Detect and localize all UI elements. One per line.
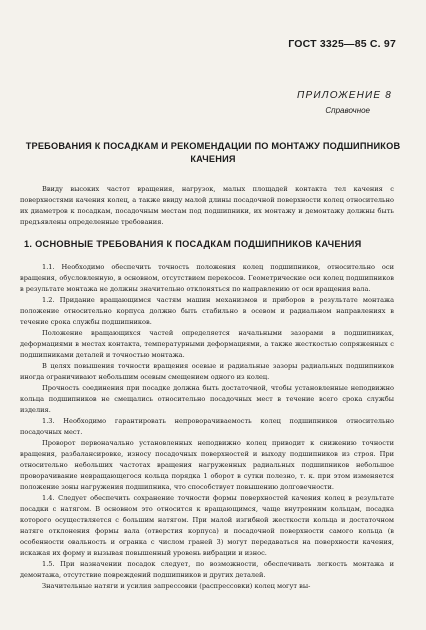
paragraph: 1.1. Необходимо обеспечить точность положения колец подшипников, относительно оси вращения, обусловленную, в основном, отсутствием перекосов. Геометрические оси колец подшипников в результате монтажа не должны значительно отклоняться по направлению от оси вращения вала. bbox=[20, 263, 394, 293]
paragraph: Прочность соединения при посадке должна быть достаточной, чтобы установленные неподвижно кольца подшипников не смещались относительно посадочных мест в течение всего срока службы изделия. bbox=[20, 384, 394, 414]
appendix-label: ПРИЛОЖЕНИЕ 8 bbox=[297, 90, 392, 101]
paragraph: Значительные натяги и усилия запрессовки (распрессовки) колец могут вы- bbox=[42, 582, 311, 590]
paragraph: В целях повышения точности вращения осевые и радиальные зазоры радиальных подшипников иногда ограничивают небольшим осевым смещением одного из колец. bbox=[20, 362, 394, 381]
paragraph: 1.4. Следует обеспечить сохранение точности формы поверхностей качения колец в результате посадки с натягом. В основном это относится к вращающимся, чаще внутренним кольцам, посадка которого осуществляется с большим натягом. При малой изгибной жесткости кольца и достаточном натяге отклонения формы вала (отверстия корпуса) и посадочной поверхности самого кольца (в особенности овальность и огранка с числом граней 3) могут передаваться на поверхности качения, искажая их форму и вызывая повышенный уровень вибрации и износ. bbox=[20, 494, 394, 557]
page-header: ГОСТ 3325—85 С. 97 bbox=[288, 38, 396, 50]
paragraph: 1.2. Придание вращающимся частям машин механизмов и приборов в результате монтажа положение относительно корпуса должно быть стабильно в осевом и радиальном направлениях в течение срока службы подшипников. bbox=[20, 296, 394, 326]
paragraph: Проворот первоначально установленных неподвижно колец приводит к снижению точности вращения, разбалансировке, износу посадочных поверхностей и выходу подшипников из строя. При относительно небольших частотах вращения нагруженных радиальных подшипников небольшое проворачивание невращающегося кольца порядка 1 оборот в сутки полезно, т. к. при этом изменяется положение зоны нагружения подшипника, что способствует повышению долговечности. bbox=[20, 439, 394, 491]
section-title: 1. ОСНОВНЫЕ ТРЕБОВАНИЯ К ПОСАДКАМ ПОДШИПНИКОВ КАЧЕНИЯ bbox=[24, 239, 362, 249]
paragraph: 1.3. Необходимо гарантировать непроворачиваемость колец подшипников относительно посадочных мест. bbox=[20, 417, 394, 436]
appendix-status: Справочное bbox=[325, 106, 370, 115]
intro-block bbox=[20, 184, 394, 228]
body-text bbox=[20, 262, 394, 592]
paragraph: Положение вращающихся частей определяется начальными зазорами в подшипниках, деформациями в местах контакта, температурными деформациями, а также жесткостью сопряженных с подшипниками деталей и точностью монтажа. bbox=[20, 329, 394, 359]
intro-paragraph: Ввиду высоких частот вращения, нагрузок, малых площадей контакта тел качения с поверхностями качения колец, а также ввиду малой длины посадочной поверхности колец относительно их диаметров к посадкам, посадочным местам под подшипники, их монтажу и демонтажу должны быть предъявлены определенные требования. bbox=[20, 185, 394, 226]
paragraph: 1.5. При назначении посадок следует, по возможности, обеспечивать легкость монтажа и демонтажа, отсутствие повреждений подшипников и других деталей. bbox=[20, 560, 394, 579]
document-title: ТРЕБОВАНИЯ К ПОСАДКАМ И РЕКОМЕНДАЦИИ ПО МОНТАЖУ ПОДШИПНИКОВ КАЧЕНИЯ bbox=[25, 141, 401, 164]
